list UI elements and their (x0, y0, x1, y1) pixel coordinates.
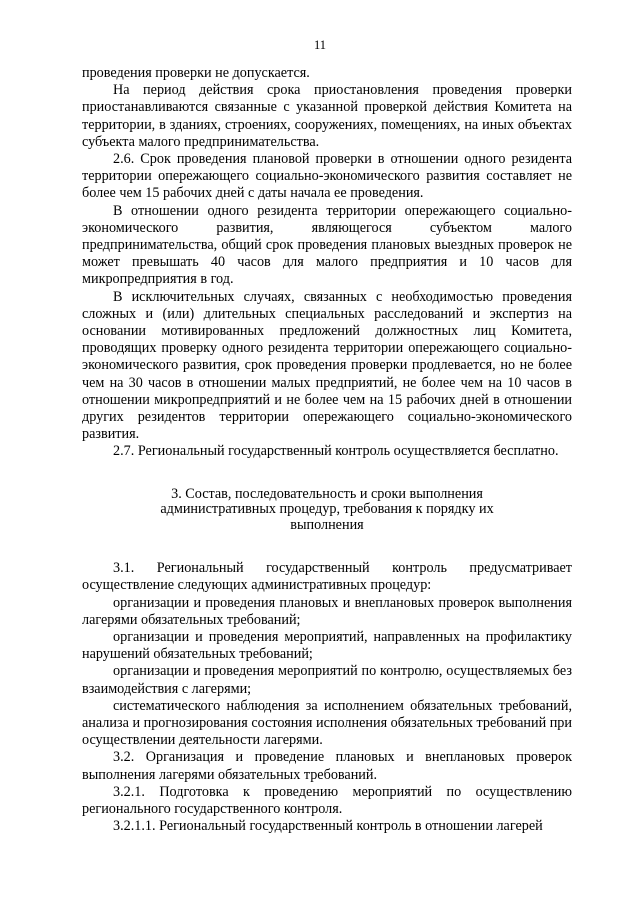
paragraph-exceptional-cases: В исключительных случаях, связанных с необходимостью проведения сложных и (или) длительных специальных расследований и экспертиз на основании мотивированных предложений должностных лиц Комитета, проводящих проверку одного резидента территории опережающего социально-экономического развития, срок проведения проверки продлевается, но не более чем на 30 часов в отношении малых предприятий, не более чем на 10 часов в отношении микропредприятий и не более чем на 15 рабочих дней в отношении других резидентов территории опережающего социально-экономического развития. (82, 288, 572, 443)
list-item-planned-inspections: организации и проведения плановых и внеплановых проверок выполнения лагерями обязательных требований; (82, 594, 572, 628)
paragraph-3-2-1-1: 3.2.1.1. Региональный государственный контроль в отношении лагерей (113, 818, 543, 835)
paragraph-3-1: 3.1. Региональный государственный контроль предусматривает осуществление следующих административных процедур: (82, 560, 572, 594)
page-number: 11 (313, 38, 327, 52)
paragraph-2-7: 2.7. Региональный государственный контроль осуществляется бесплатно. (113, 443, 559, 460)
paragraph-3-2-1: 3.2.1. Подготовка к проведению мероприятий по осуществлению регионального государственного контроля. (82, 783, 572, 818)
list-item-prevention: организации и проведения мероприятий, направленных на профилактику нарушений обязательных требований; (82, 628, 572, 663)
paragraph-small-business-limit: В отношении одного резидента территории опережающего социально-экономического развития, являющегося субъектом малого предпринимательства, общий срок проведения плановых выездных проверок не может превышать 40 часов для малого предприятия и 10 часов для микропредприятия в год. (82, 202, 572, 288)
document-body (82, 65, 572, 835)
paragraph-3-2: 3.2. Организация и проведение плановых и внеплановых проверок выполнения лагерями обязательных требований. (82, 749, 572, 783)
paragraph-continuation: проведения проверки не допускается. (82, 65, 310, 81)
section-3-heading: 3. Состав, последовательность и сроки выполнения административных процедур, требования к порядку их выполнения (160, 485, 494, 533)
paragraph-suspension-actions: На период действия срока приостановления проведения проверки приостанавливаются связанные с указанной проверкой действия Комитета на территории, в зданиях, строениях, сооружениях, помещениях, на иных объектах субъекта малого предпринимательства. (82, 82, 572, 150)
paragraph-2-6: 2.6. Срок проведения плановой проверки в отношении одного резидента территории опережающего социально-экономического развития составляет не более чем 15 рабочих дней с даты начала ее проведения. (82, 151, 572, 202)
list-item-control-without-interaction: организации и проведения мероприятий по контролю, осуществляемых без взаимодействия с лагерями; (82, 663, 572, 697)
list-item-systematic-observation: систематического наблюдения за исполнением обязательных требований, анализа и прогнозирования состояния исполнения обязательных требований при осуществлении деятельности лагерями. (82, 697, 572, 749)
